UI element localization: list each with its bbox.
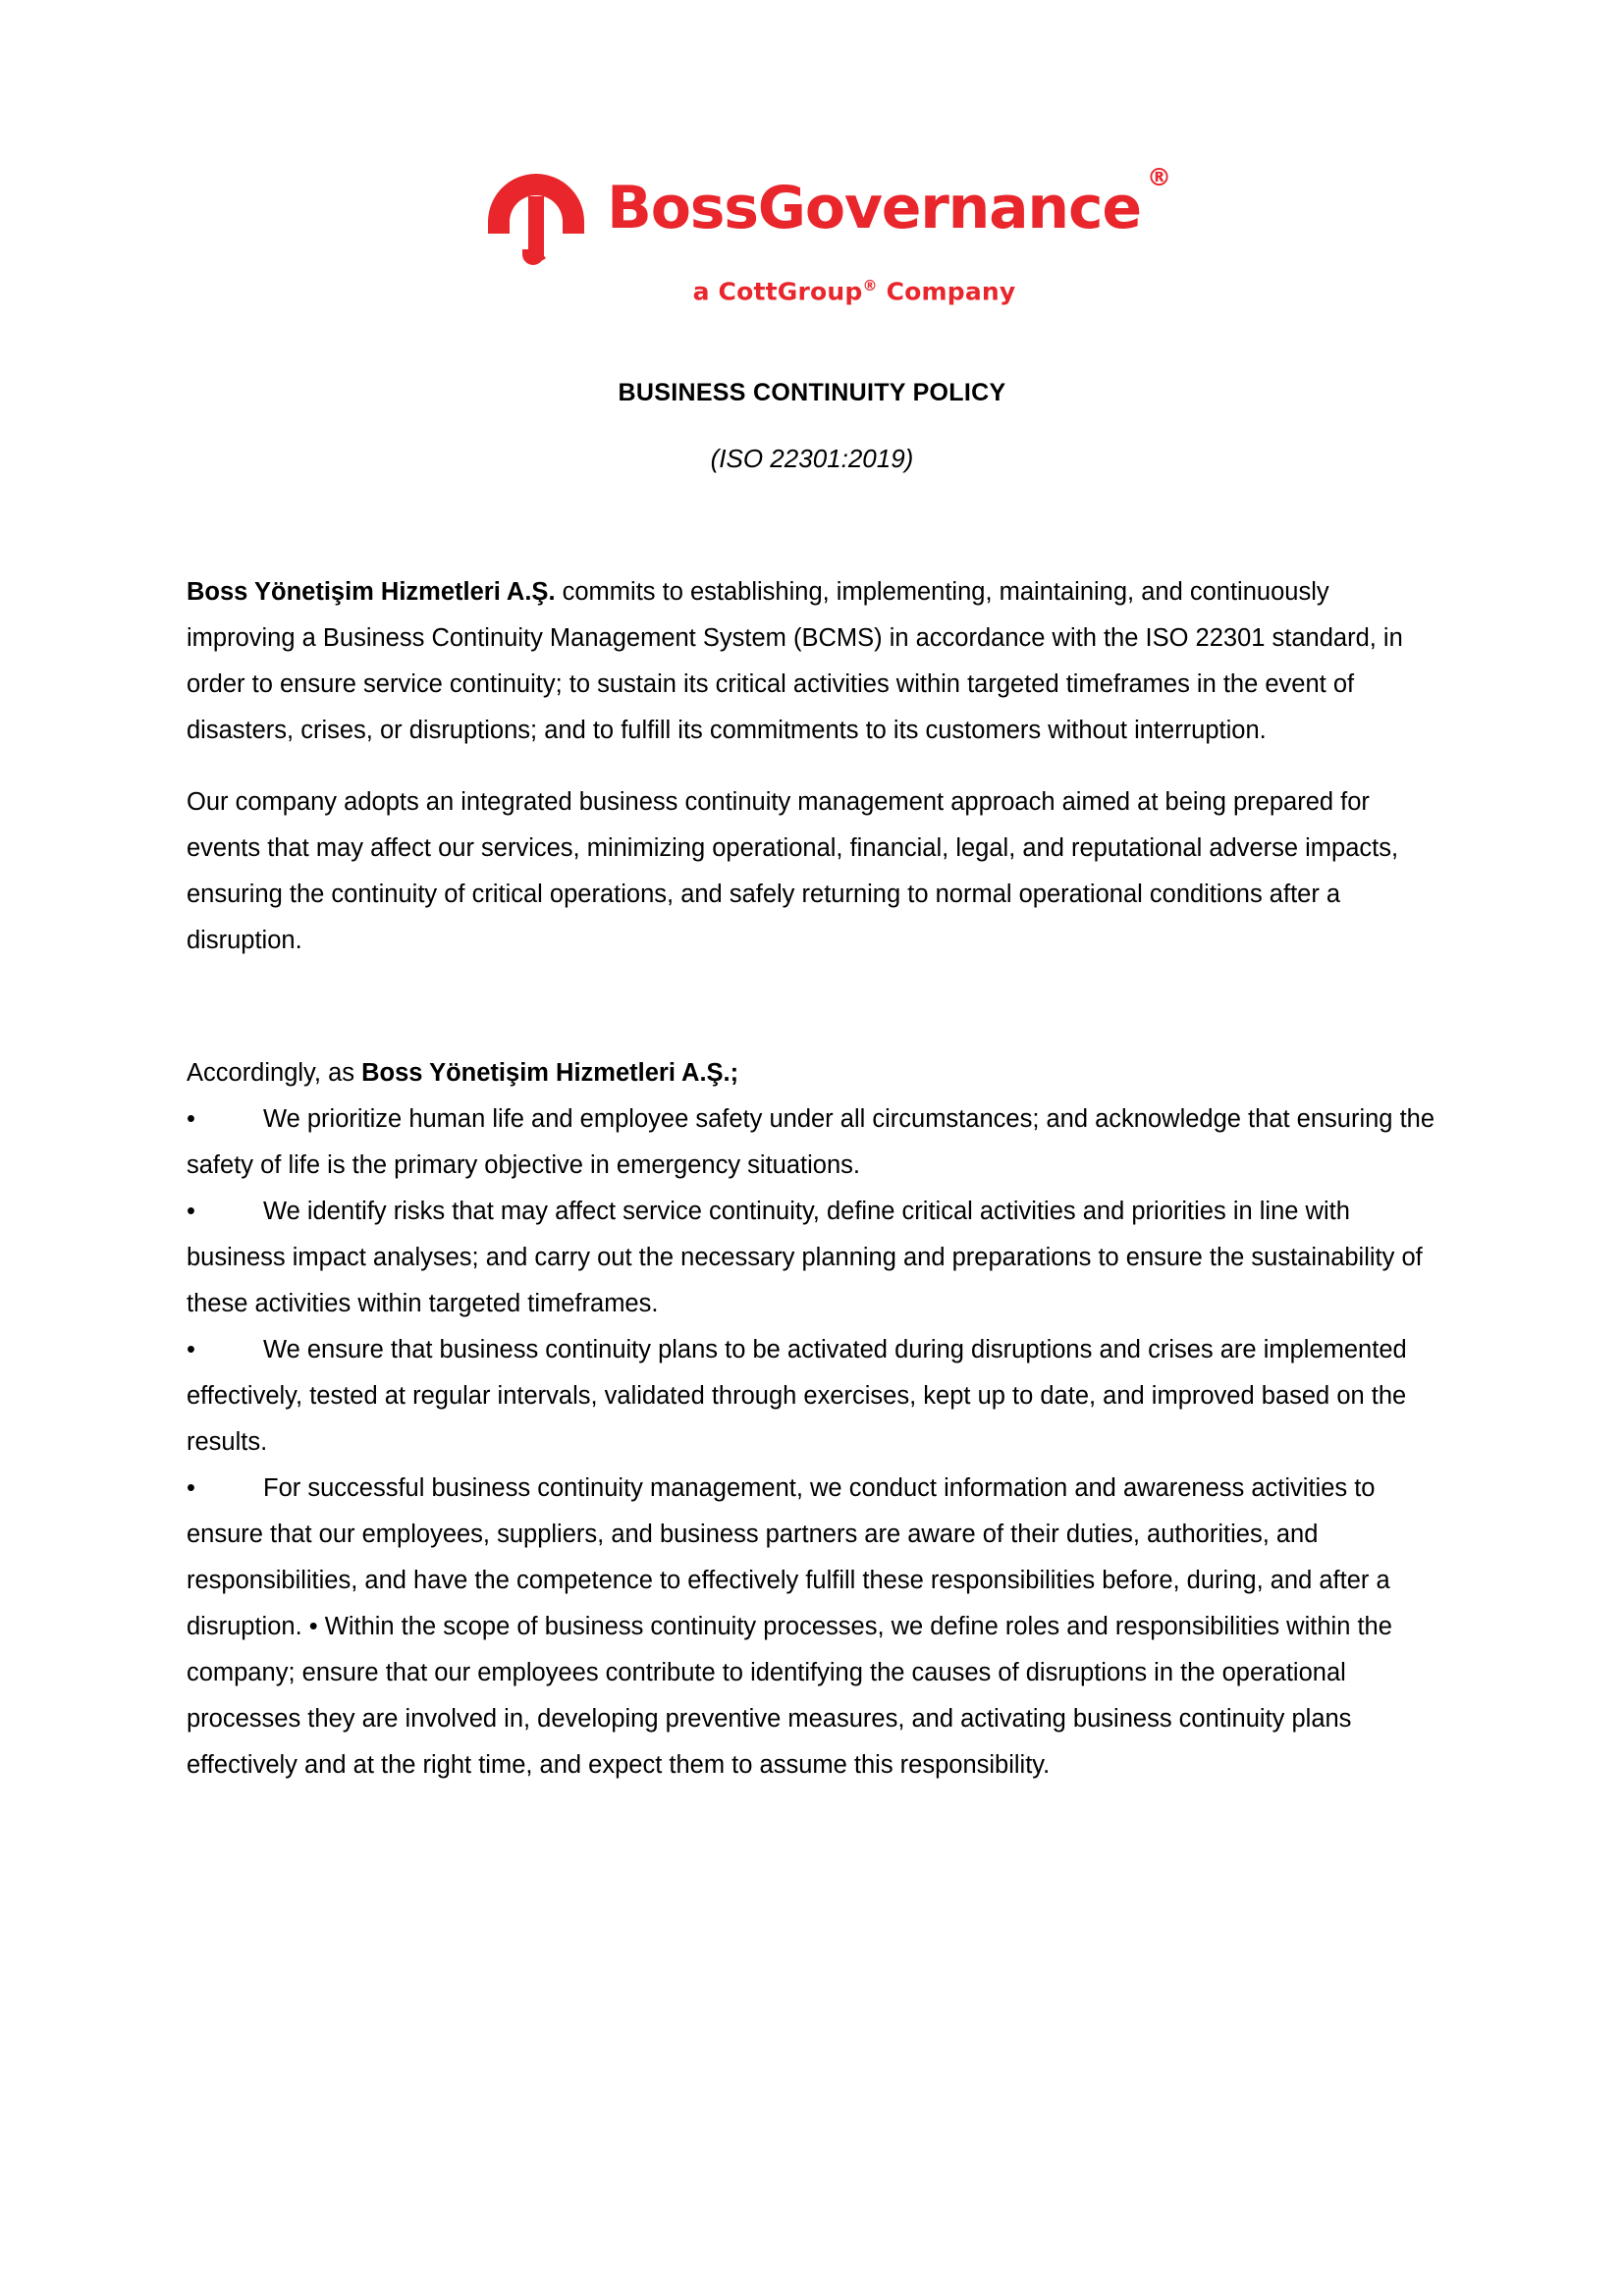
paragraph-commitment: [187, 569, 1443, 754]
list-item: [187, 1189, 1443, 1327]
logo-tagline-suffix: Company: [877, 277, 1016, 306]
company-name-bold: Boss Yönetişim Hizmetleri A.Ş.: [187, 578, 556, 606]
paragraph-approach: Our company adopts an integrated business continuity management approach aimed at being prepared for events that may affect our services, minimizing operational, financial, legal, and reputational adverse impacts, ensuring the continuity of critical operations, and safely returning to normal operational conditions after a disruption.: [187, 788, 1399, 954]
accordingly-lead-in: [187, 1050, 1443, 1096]
list-item: [187, 1466, 1443, 1789]
bullet-icon: •: [187, 1198, 195, 1225]
section-spacer: [187, 989, 1443, 1050]
list-item-text: We identify risks that may affect service continuity, define critical activities and priorities in line with business impact analyses; and carry out the necessary planning and preparations to ensure the sustainability of these activities within targeted timeframes.: [187, 1198, 1423, 1317]
page-subtitle: (ISO 22301:2019): [710, 444, 914, 473]
logo-word-boss: Boss: [607, 174, 758, 242]
document-body: [187, 569, 1443, 1789]
logo-tagline: [693, 277, 1016, 305]
boss-governance-umbrella-icon: [483, 161, 589, 269]
list-item: [187, 1327, 1443, 1466]
accordingly-prefix: Accordingly, as: [187, 1059, 362, 1087]
logo-wordmark: [607, 157, 1170, 242]
list-item: [187, 1096, 1443, 1189]
logo-row: [483, 157, 1170, 269]
list-item-text: We prioritize human life and employee safety under all circumstances; and acknowledge that ensuring the safety of life is the primary objective in emergency situations.: [187, 1105, 1435, 1179]
logo-word-governance: Governance: [757, 174, 1141, 242]
page-title: BUSINESS CONTINUITY POLICY: [618, 379, 1006, 406]
logo-tagline-prefix: a CottGroup: [692, 277, 863, 306]
list-item-text: We ensure that business continuity plans to be activated during disruptions and crises are implemented effectively, tested at regular intervals, validated through exercises, kept up to date, and improved based on the results.: [187, 1336, 1407, 1456]
bullet-icon: •: [187, 1336, 195, 1363]
cottgroup-registered-icon: ®: [862, 277, 878, 294]
bullet-icon: •: [187, 1474, 195, 1502]
company-logo: [0, 157, 1624, 305]
accordingly-company-name: Boss Yönetişim Hizmetleri A.Ş.;: [361, 1059, 739, 1087]
bullet-icon: •: [187, 1105, 195, 1133]
list-item-text: For successful business continuity management, we conduct information and awareness activities to ensure that our employees, suppliers, and business partners are aware of their duties, authorities, and responsibilities, and have the competence to effectively fulfill these responsibilities before, during, and after a disruption. • Within the scope of business continuity processes, we define roles and responsibilities within the company; ensure that our employees contribute to identifying the causes of disruptions in the operational processes they are involved in, developing preventive measures, and activating business continuity plans effectively and at the right time, and expect them to assume this responsibility.: [187, 1474, 1392, 1779]
paragraph-commitment-text: commits to establishing, implementing, maintaining, and continuously improving a Business Continuity Management System (BCMS) in accordance with the ISO 22301 standard, in order to ensure service continuity; to sustain its critical activities within targeted timeframes in the event of disasters, crises, or disruptions; and to fulfill its commitments to its customers without interruption.: [187, 578, 1403, 744]
registered-trademark-icon: ®: [1147, 163, 1170, 191]
